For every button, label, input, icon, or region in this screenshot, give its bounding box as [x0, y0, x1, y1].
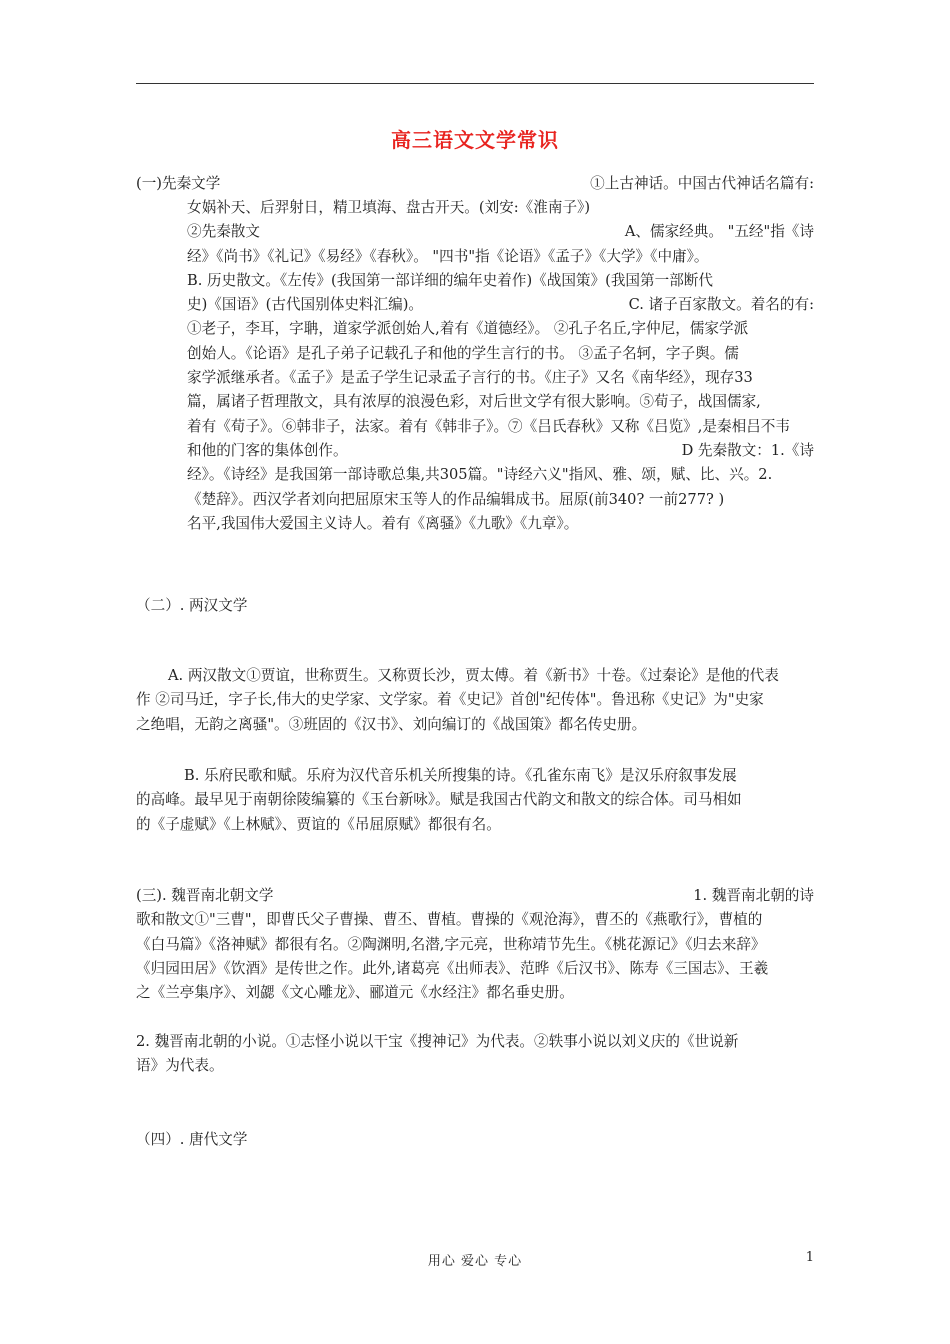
section1-heading: (一)先秦文学 [136, 175, 221, 192]
header-rule [136, 83, 814, 84]
section3-para1-line: 之《兰亭集序》、刘勰《文心雕龙》、郦道元《水经注》都名垂史册。 [136, 984, 574, 1002]
section3-lead: 1. 魏晋南北朝的诗 [693, 887, 814, 904]
section1-line: 家学派继承者。《孟子》是孟子学生记录孟子言行的书。《庄子》又名《南华经》，现存33 [187, 369, 753, 387]
section3-para2-line: 2. 魏晋南北朝的小说。①志怪小说以干宝《搜神记》为代表。②轶事小说以刘义庆的《世说新 [136, 1033, 739, 1050]
section3-para1-line: 《白马篇》《洛神赋》都很有名。②陶渊明,名潜,字元亮，世称靖节先生。《桃花源记》《归去来辞》 [136, 935, 766, 953]
section1-head-row [136, 172, 814, 196]
section4-heading: （四）. 唐代文学 [136, 1131, 248, 1148]
section1-line: ①上古神话。中国古代神话名篇有: [590, 175, 814, 192]
section1-line: 着有《荀子》。⑥韩非子，法家。着有《韩非子》。⑦《吕氏春秋》又称《吕览》,是秦相吕不韦 [187, 417, 790, 435]
section2-para-b-line: 的《子虚赋》《上林赋》、贾谊的《吊屈原赋》都很有名。 [136, 815, 501, 833]
section1-line: 名平,我国伟大爱国主义诗人。着有《离骚》《九歌》《九章》。 [187, 514, 579, 532]
section1-line: 篇，属诸子哲理散文，具有浓厚的浪漫色彩，对后世文学有很大影响。⑤荀子，战国儒家, [187, 393, 761, 411]
section1-line: D 先秦散文：1.《诗 [681, 441, 814, 459]
section2-para-b-line: B. 乐府民歌和赋。乐府为汉代音乐机关所搜集的诗。《孔雀东南飞》是汉乐府叙事发展 [184, 767, 737, 784]
section2-para-a-line: 作 ②司马迁，字子长,伟大的史学家、文学家。着《史记》首创"纪传体"。鲁迅称《史记》为"史家 [136, 691, 764, 709]
section1-line: 创始人。《论语》是孔子弟子记载孔子和他的学生言行的书。 ③孟子名轲，字子舆。儒 [187, 344, 739, 362]
section3-para1-line: 歌和散文①"三曹"，即曹氏父子曹操、曹丕、曹植。曹操的《观沧海》，曹丕的《燕歌行》，曹植的 [136, 911, 763, 929]
section3-heading: (三). 魏晋南北朝文学 [136, 887, 274, 904]
section1-line: 和他的门客的集体创作。 [187, 441, 348, 459]
section1-line: 经》。《诗经》是我国第一部诗歌总集,共305篇。"诗经六义"指风、雅、颂，赋、比、兴。2. [187, 466, 773, 484]
section2-heading: （二）. 两汉文学 [136, 597, 248, 614]
section2-para-a-line: 之绝唱，无韵之离骚"。③班固的《汉书》、刘向编订的《战国策》都名传史册。 [136, 715, 647, 733]
section2-para-a-line: A. 两汉散文①贾谊，世称贾生。又称贾长沙，贾太傅。着《新书》十卷。《过秦论》是他的代表 [168, 667, 779, 684]
section3-para2 [136, 1030, 814, 1079]
document-title: 高三语文文学常识 [391, 128, 559, 152]
section1-body [187, 196, 814, 536]
page-number: 1 [805, 1250, 814, 1265]
section2-para-b-line: 的高峰。最早见于南朝徐陵编纂的《玉台新咏》。赋是我国古代韵文和散文的综合体。司马相如 [136, 791, 742, 809]
section1-line: B. 历史散文。《左传》(我国第一部详细的编年史着作)《战国策》(我国第一部断代 [187, 271, 713, 289]
section1-line: 经》《尚书》《礼记》《易经》《春秋》。 "四书"指《论语》《孟子》《大学》《中庸》。 [187, 247, 709, 265]
section1-line: A、儒家经典。 "五经"指《诗 [624, 223, 814, 241]
section1-line: C. 诸子百家散文。着名的有: [628, 296, 814, 314]
section3-para1-line: 《归园田居》《饮酒》是传世之作。此外,诸葛亮《出师表》、范晔《后汉书》、陈寿《三国志》、王羲 [136, 959, 769, 977]
section2-para-a [136, 664, 814, 737]
section1-line: 女娲补天、后羿射日，精卫填海、盘古开天。(刘安:《淮南子》) [187, 199, 591, 216]
section1-line: ①老子，李耳，字聃，道家学派创始人,着有《道德经》。 ②孔子名丘,字仲尼，儒家学派 [187, 320, 749, 338]
section1-line: 史)《国语》(古代国别体史料汇编)。 [187, 296, 423, 314]
section3-body [136, 884, 814, 1005]
section1-line: ②先秦散文 [187, 223, 260, 241]
footer-motto: 用心 爱心 专心 [427, 1254, 523, 1269]
section2-para-b [136, 764, 814, 837]
section3-para2-line: 语》为代表。 [136, 1057, 224, 1075]
section1-line: 《楚辞》。西汉学者刘向把屈原宋玉等人的作品编辑成书。屈原(前340? 一前277? ) [187, 490, 725, 508]
